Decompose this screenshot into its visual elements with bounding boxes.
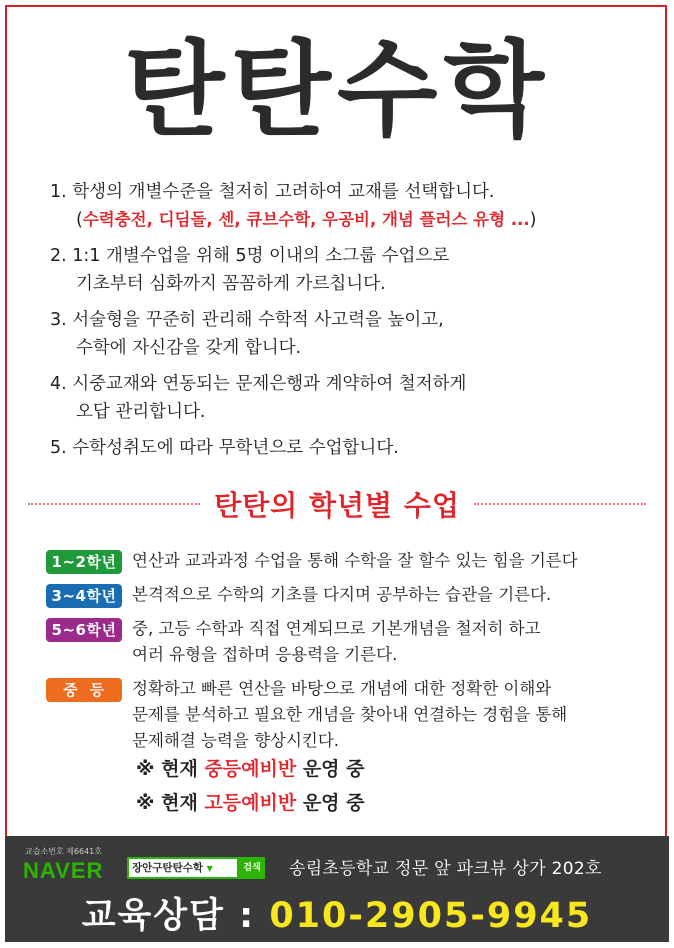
note-prefix: ※ 현재 (136, 758, 205, 780)
feature-item (50, 370, 650, 426)
phone-number: 010-2905-9945 (269, 896, 593, 936)
grade-desc-line: 문제해결 능력을 향상시킨다. (132, 731, 340, 750)
grade-badge: 1~2학년 (46, 550, 122, 574)
note-highlight: 중등예비반 (204, 758, 297, 780)
feature-item (50, 434, 650, 462)
grade-desc-line: 문제를 분석하고 필요한 개념을 찾아내 연결하는 경험을 통해 (132, 705, 568, 724)
grade-desc-line: 여러 유형을 접하며 응용력을 기른다. (132, 645, 398, 664)
note-highlight: 고등예비반 (204, 792, 297, 814)
grade-row (46, 548, 656, 574)
dotted-divider-right (474, 503, 646, 505)
feature-list (50, 178, 650, 470)
feature-line: 2. 1:1 개별수업을 위해 5명 이내의 소그룹 수업으로 (50, 246, 450, 266)
consult-label: 교육상담 : (81, 896, 270, 936)
note-prefix: ※ 현재 (136, 792, 205, 814)
grade-desc-line: 연산과 교과과정 수업을 통해 수학을 잘 할수 있는 힘을 기른다 (132, 551, 578, 570)
section-title: 탄탄의 학년별 수업 (214, 489, 460, 522)
feature-line: 4. 시중교재와 연동되는 문제은행과 계약하여 철저하게 (50, 374, 467, 394)
class-notes (136, 752, 365, 820)
feature-line: 3. 서술형을 꾸준히 관리해 수학적 사고력을 높이고, (50, 310, 444, 330)
grade-description (132, 582, 551, 608)
grade-desc-line: 중, 고등 수학과 직접 연계되므로 기본개념을 철저히 하고 (132, 619, 541, 638)
note-suffix: 운영 중 (296, 758, 365, 780)
grade-desc-line: 정확하고 빠른 연산을 바탕으로 개념에 대한 정확한 이해와 (132, 679, 552, 698)
section-header (28, 484, 646, 524)
search-query: 장안구탄탄수학 (132, 862, 204, 874)
feature-line-2: 기초부터 심화까지 꼼꼼하게 가르칩니다. (76, 274, 386, 294)
footer-bar (5, 836, 669, 942)
grade-badge: 중 등 (46, 678, 122, 702)
feature-item (50, 178, 650, 234)
paren-open: ( (76, 210, 83, 230)
grade-desc-line: 본격적으로 수학의 기초를 다지며 공부하는 습관을 기른다. (132, 585, 552, 604)
feature-line-2: 수학에 자신감을 갖게 합니다. (76, 338, 302, 358)
grade-description (132, 616, 541, 668)
feature-line: 5. 수학성취도에 따라 무학년으로 수업합니다. (50, 438, 399, 458)
naver-logo: NAVER (23, 858, 104, 883)
note-item (136, 786, 365, 820)
note-suffix: 운영 중 (296, 792, 365, 814)
grade-row (46, 582, 656, 608)
grade-badge: 5~6학년 (46, 618, 122, 642)
address: 송림초등학교 정문 앞 파크뷰 상가 202호 (289, 859, 602, 879)
paren-close: ) (529, 210, 537, 230)
grade-list (46, 548, 656, 762)
grade-description (132, 548, 578, 574)
dropdown-arrow-icon: ▼ (206, 864, 213, 873)
dotted-divider-left (28, 503, 200, 505)
feature-line-2: 오답 관리합니다. (76, 402, 206, 422)
feature-item (50, 242, 650, 298)
naver-search-box (127, 857, 239, 879)
textbook-list (50, 206, 650, 234)
grade-description (132, 676, 567, 754)
grade-badge: 3~4학년 (46, 584, 122, 608)
textbook-names: 수력충전, 디딤돌, 센, 큐브수학, 우공비, 개념 플러스 유형 ... (82, 210, 530, 229)
consult-line (5, 888, 669, 938)
poster-title: 탄탄수학 (124, 29, 550, 151)
registration-number: 교습소번호 제6641호 (25, 847, 102, 856)
grade-row (46, 676, 656, 754)
feature-item (50, 306, 650, 362)
note-item (136, 752, 365, 786)
feature-line: 1. 학생의 개별수준을 철저히 고려하여 교재를 선택합니다. (50, 182, 495, 202)
grade-row (46, 616, 656, 668)
naver-search-button: 검색 (239, 857, 265, 879)
